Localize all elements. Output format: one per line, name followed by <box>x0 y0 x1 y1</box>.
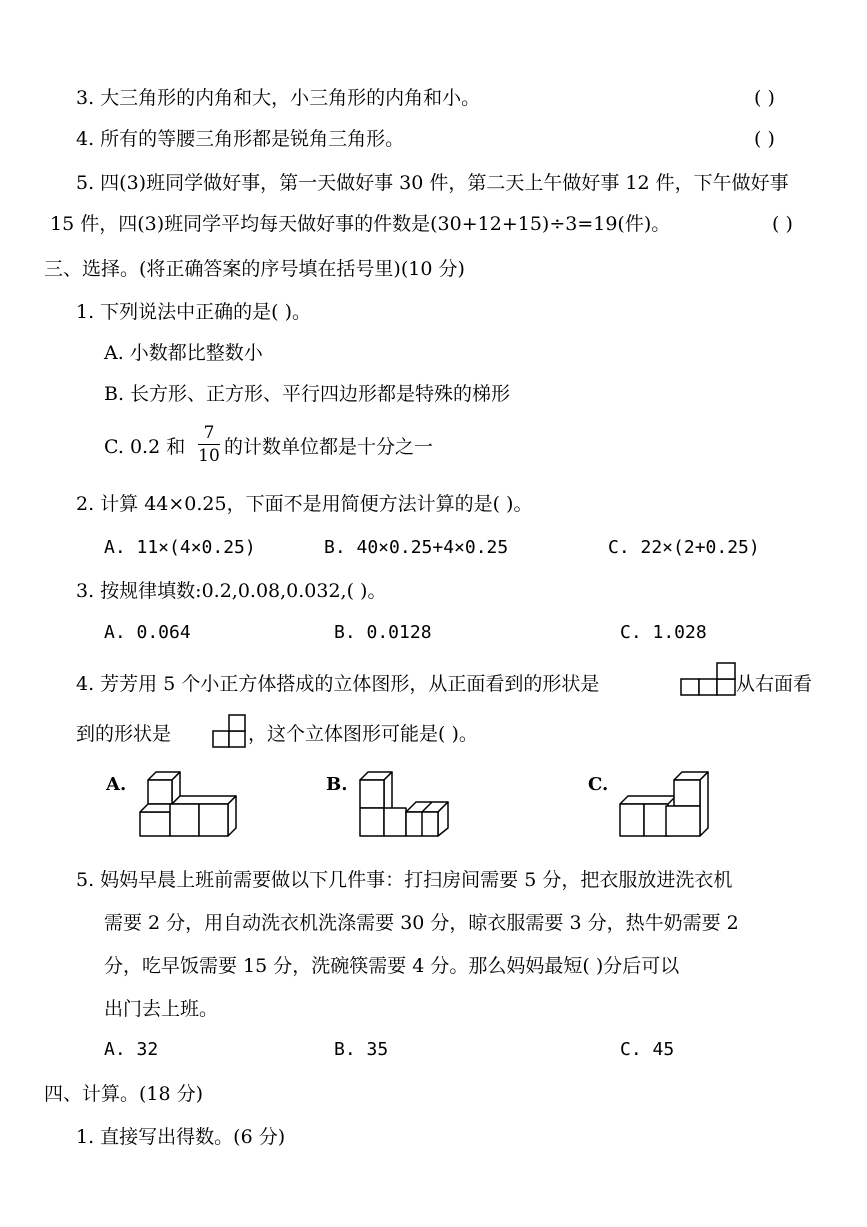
choice-q5-option-a[interactable]: A. 32 <box>104 1039 159 1060</box>
choice-q4-stem-line1-end: 从右面看 <box>736 673 813 695</box>
choice-q1-stem: 1. 下列说法中正确的是( )。 <box>76 301 312 323</box>
fraction-seven-tenths <box>198 423 220 466</box>
choice-q5-line2: 需要 2 分，用自动洗衣机洗涤需要 30 分，晾衣服需要 3 分，热牛奶需要 2 <box>104 912 739 934</box>
choice-q1-option-c-suffix: 的计数单位都是十分之一 <box>224 436 434 458</box>
choice-q4-stem-line1: 4. 芳芳用 5 个小正方体搭成的立体图形，从正面看到的形状是 <box>76 673 600 695</box>
judge-q5-answer-blank[interactable]: ( ) <box>772 213 793 235</box>
choice-q4-option-a-label[interactable]: A. <box>106 774 127 795</box>
choice-q4-option-b-label[interactable]: B. <box>326 774 348 795</box>
choice-q2-option-b[interactable]: B. 40×0.25+4×0.25 <box>324 537 509 558</box>
choice-q5-line1: 5. 妈妈早晨上班前需要做以下几件事：打扫房间需要 5 分，把衣服放进洗衣机 <box>76 869 733 891</box>
choice-q4-option-c-cubes-figure[interactable] <box>616 770 716 840</box>
section4-sub1: 1. 直接写出得数。(6 分) <box>76 1126 286 1148</box>
judge-q3-text: 3. 大三角形的内角和大，小三角形的内角和小。 <box>76 87 481 109</box>
choice-q2-option-a[interactable]: A. 11×(4×0.25) <box>104 537 256 558</box>
choice-q3-option-a[interactable]: A. 0.064 <box>104 622 191 643</box>
choice-q1-option-b[interactable]: B. 长方形、正方形、平行四边形都是特殊的梯形 <box>104 383 511 405</box>
fraction-numerator: 7 <box>203 423 215 443</box>
choice-q2-stem: 2. 计算 44×0.25，下面不是用简便方法计算的是( )。 <box>76 493 533 515</box>
right-view-shape-icon <box>212 714 246 748</box>
fraction-denominator: 10 <box>198 446 220 466</box>
choice-q1-option-a[interactable]: A. 小数都比整数小 <box>104 342 263 364</box>
choice-q4-stem-line2-start: 到的形状是 <box>76 723 172 745</box>
choice-q3-option-c[interactable]: C. 1.028 <box>620 622 707 643</box>
choice-q1-option-c[interactable] <box>104 434 185 460</box>
judge-q3-answer-blank[interactable]: ( ) <box>754 87 775 109</box>
choice-q3-option-b[interactable]: B. 0.0128 <box>334 622 432 643</box>
choice-q4-option-a-cubes-figure[interactable] <box>136 770 242 840</box>
choice-q5-line4: 出门去上班。 <box>104 998 219 1020</box>
choice-q5-option-c[interactable]: C. 45 <box>620 1039 675 1060</box>
choice-q3-stem: 3. 按规律填数:0.2,0.08,0.032,( )。 <box>76 580 387 602</box>
judge-q4-answer-blank[interactable]: ( ) <box>754 128 775 150</box>
judge-q4-text: 4. 所有的等腰三角形都是锐角三角形。 <box>76 128 405 150</box>
section3-heading: 三、选择。(将正确答案的序号填在括号里)(10 分) <box>44 258 465 280</box>
choice-q5-option-b[interactable]: B. 35 <box>334 1039 389 1060</box>
section4-heading: 四、计算。(18 分) <box>44 1083 204 1105</box>
choice-q4-option-c-label[interactable]: C. <box>588 774 609 795</box>
judge-q5-line2: 15 件，四(3)班同学平均每天做好事的件数是(30+12+15)÷3=19(件)。 <box>50 213 671 235</box>
choice-q2-option-c[interactable]: C. 22×(2+0.25) <box>608 537 760 558</box>
choice-q5-line3: 分，吃早饭需要 15 分，洗碗筷需要 4 分。那么妈妈最短( )分后可以 <box>104 955 680 977</box>
choice-q4-stem-line2-end: ，这个立体图形可能是( )。 <box>248 723 478 745</box>
front-view-shape-icon <box>680 662 736 696</box>
judge-q5-line1: 5. 四(3)班同学做好事，第一天做好事 30 件，第二天上午做好事 12 件，下午做好事 <box>76 172 789 194</box>
choice-q1-option-c-prefix: C. 0.2 和 <box>104 436 186 458</box>
choice-q4-option-b-cubes-figure[interactable] <box>356 770 456 840</box>
